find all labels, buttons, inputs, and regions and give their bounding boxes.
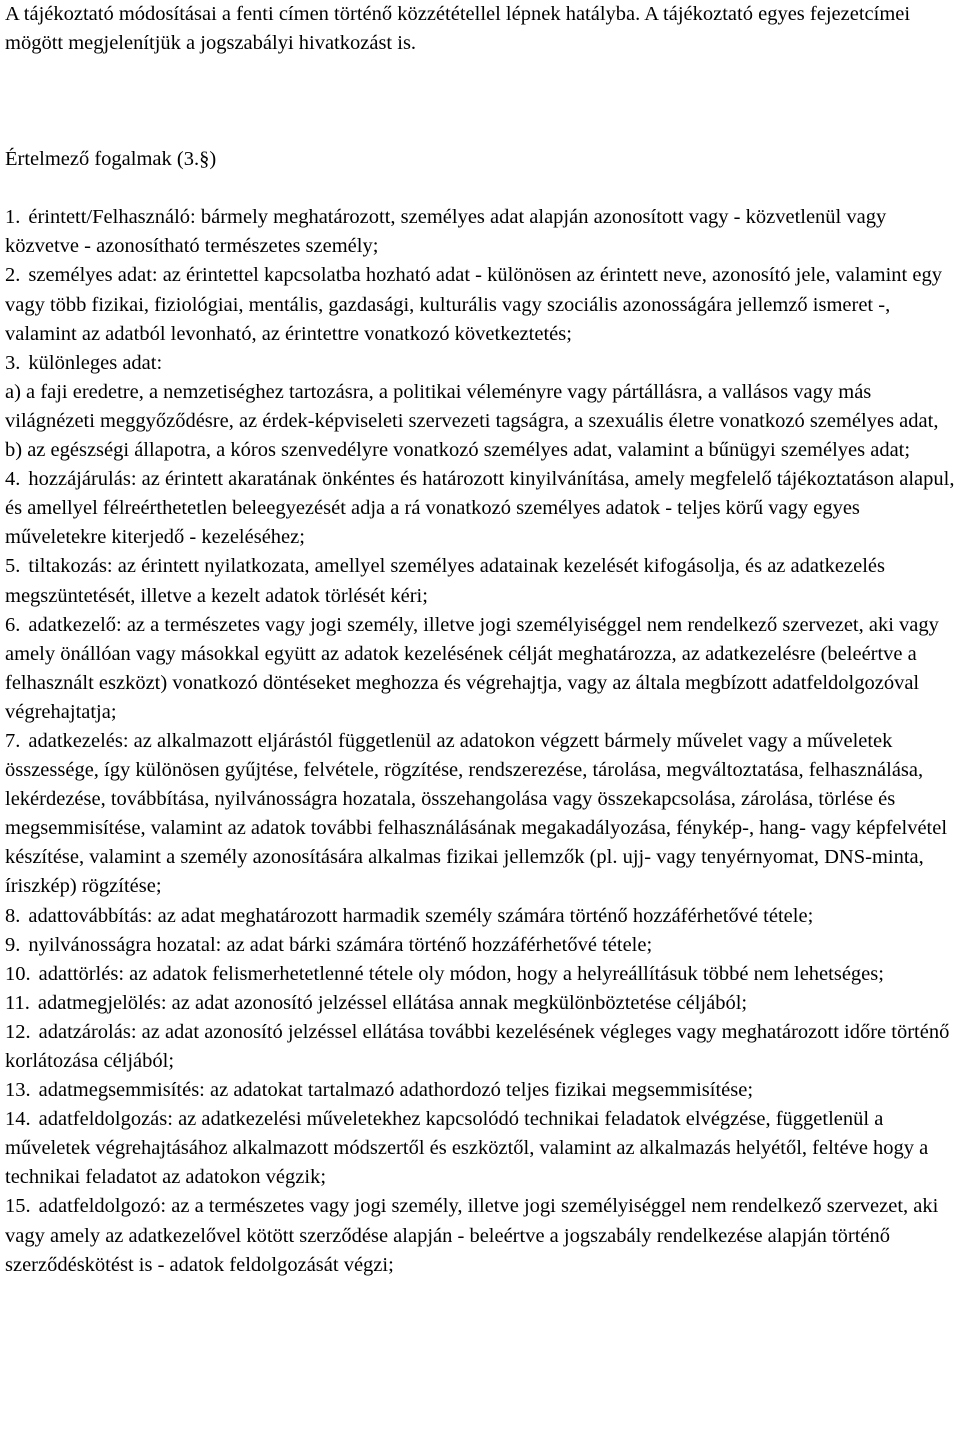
definition-item [5, 727, 955, 902]
definition-number: 1. [5, 206, 21, 229]
definition-number: 10. [5, 962, 31, 985]
definition-number: 3. [5, 351, 21, 374]
definition-number: 4. [5, 468, 21, 491]
definition-text: érintett/Felhasználó: bármely meghatározott, személyes adat alapján azonosított vagy - közvetlenül vagy közvetve - azonosítható természetes személy; [5, 206, 887, 258]
definition-item [5, 203, 955, 261]
definition-text: különleges adat: [28, 351, 163, 374]
definition-number: 2. [5, 264, 21, 287]
definition-item [5, 261, 955, 348]
document-page [5, 0, 955, 1280]
definition-text: adattovábbítás: az adat meghatározott harmadik személy számára történő hozzáférhetővé tétele; [28, 904, 814, 927]
definition-item [5, 1076, 955, 1105]
definition-text: adatzárolás: az adat azonosító jelzéssel ellátása további kezelésének végleges vagy meghatározott időre történő korlátozása céljából; [5, 1020, 950, 1072]
definition-number: 6. [5, 613, 21, 636]
definition-text: adatkezelő: az a természetes vagy jogi személy, illetve jogi személyiséggel nem rendelkező szervezet, aki vagy amely önállóan vagy másokkal együtt az adatok kezelésének célját meghatározza, az adatkezelésre (beleértve a felhasznált eszközt) vonatkozó döntéseket meghozza és végrehajtja, vagy az általa megbízott adatfeldolgozóval végrehajtatja; [5, 613, 939, 723]
definition-item [5, 552, 955, 610]
definition-item [5, 1192, 955, 1279]
definition-number: 12. [5, 1020, 31, 1043]
definition-text: hozzájárulás: az érintett akaratának önkéntes és határozott kinyilvánítása, amely megfelelő tájékoztatáson alapul, és amellyel félreérthetetlen beleegyezését adja a rá vonatkozó személyes adatok - teljes körű vagy egyes műveletekre kiterjedő - kezeléséhez; [5, 468, 955, 549]
definition-item [5, 378, 955, 436]
definition-item [5, 931, 955, 960]
definition-text: adattörlés: az adatok felismerhetetlenné tétele oly módon, hogy a helyreállításuk többé nem lehetséges; [38, 962, 884, 985]
definition-item [5, 611, 955, 727]
definition-text: adatkezelés: az alkalmazott eljárástól függetlenül az adatokon végzett bármely művelet vagy a műveletek összessége, így különösen gyűjtése, felvétele, rögzítése, rendszerezése, tárolása, megváltoztatása, felhasználása, lekérdezése, továbbítása, nyilvánosságra hozatala, összehangolása vagy összekapcsolása, zárolása, törlése és megsemmisítése, valamint az adatok további felhasználásának megakadályozása, fénykép-, hang- vagy képfelvétel készítése, valamint a személy azonosítására alkalmas fizikai jellemzők (pl. ujj- vagy tenyérnyomat, DNS-minta, íriszkép) rögzítése; [5, 729, 948, 898]
definition-item [5, 902, 955, 931]
definition-number: 5. [5, 555, 21, 578]
definition-item [5, 465, 955, 552]
definition-number: 13. [5, 1079, 31, 1102]
definition-text: nyilvánosságra hozatal: az adat bárki számára történő hozzáférhetővé tétele; [28, 933, 653, 956]
definition-text: b) az egészségi állapotra, a kóros szenvedélyre vonatkozó személyes adat, valamint a bűnügyi személyes adat; [5, 439, 911, 462]
definition-text: a) a faji eredetre, a nemzetiséghez tartozásra, a politikai véleményre vagy pártállásra, a vallásos vagy más világnézeti meggyőződésre, az érdek-képviseleti szervezeti tagságra, a szexuális életre vonatkozó személyes adat, [5, 380, 939, 432]
definition-number: 14. [5, 1108, 31, 1131]
definition-number: 8. [5, 904, 21, 927]
definition-number: 7. [5, 729, 21, 752]
definition-item [5, 349, 955, 378]
definition-text: személyes adat: az érintettel kapcsolatba hozható adat - különösen az érintett neve, azonosító jele, valamint egy vagy több fizikai, fiziológiai, mentális, gazdasági, kulturális vagy szociális azonosságára jellemző ismeret -, valamint az adatból levonható, az érintettre vonatkozó következtetés; [5, 264, 942, 345]
definition-item [5, 989, 955, 1018]
definition-number: 9. [5, 933, 21, 956]
intro-paragraph: A tájékoztató módosításai a fenti címen történő közzététellel lépnek hatályba. A tájékoztató egyes fejezetcímei mögött megjelenítjük a jogszabályi hivatkozást is. [5, 3, 911, 55]
definition-text: adatfeldolgozás: az adatkezelési műveletekhez kapcsolódó technikai feladatok elvégzése, függetlenül a műveletek végrehajtásához alkalmazott módszertől és eszköztől, valamint az alkalmazás helyétől, feltéve hogy a technikai feladatot az adatokon végzik; [5, 1108, 929, 1189]
section-title: Értelmező fogalmak (3.§) [5, 148, 217, 171]
definition-item [5, 1018, 955, 1076]
definition-item [5, 1105, 955, 1192]
definition-text: tiltakozás: az érintett nyilatkozata, amellyel személyes adatainak kezelését kifogásolja, és az adatkezelés megszüntetését, illetve a kezelt adatok törlését kéri; [5, 555, 885, 607]
definition-item [5, 960, 955, 989]
definition-number: 11. [5, 991, 30, 1014]
definition-text: adatmegsemmisítés: az adatokat tartalmazó adathordozó teljes fizikai megsemmisítése; [38, 1079, 754, 1102]
definition-number: 15. [5, 1195, 31, 1218]
definition-text: adatmegjelölés: az adat azonosító jelzéssel ellátása annak megkülönböztetése céljából; [37, 991, 748, 1014]
definition-item [5, 436, 955, 465]
definition-text: adatfeldolgozó: az a természetes vagy jogi személy, illetve jogi személyiséggel nem rendelkező szervezet, aki vagy amely az adatkezelővel kötött szerződése alapján - beleértve a jogszabály rendelkezése alapján történő szerződéskötést is - adatok feldolgozását végzi; [5, 1195, 939, 1276]
definition-list [5, 203, 955, 1279]
